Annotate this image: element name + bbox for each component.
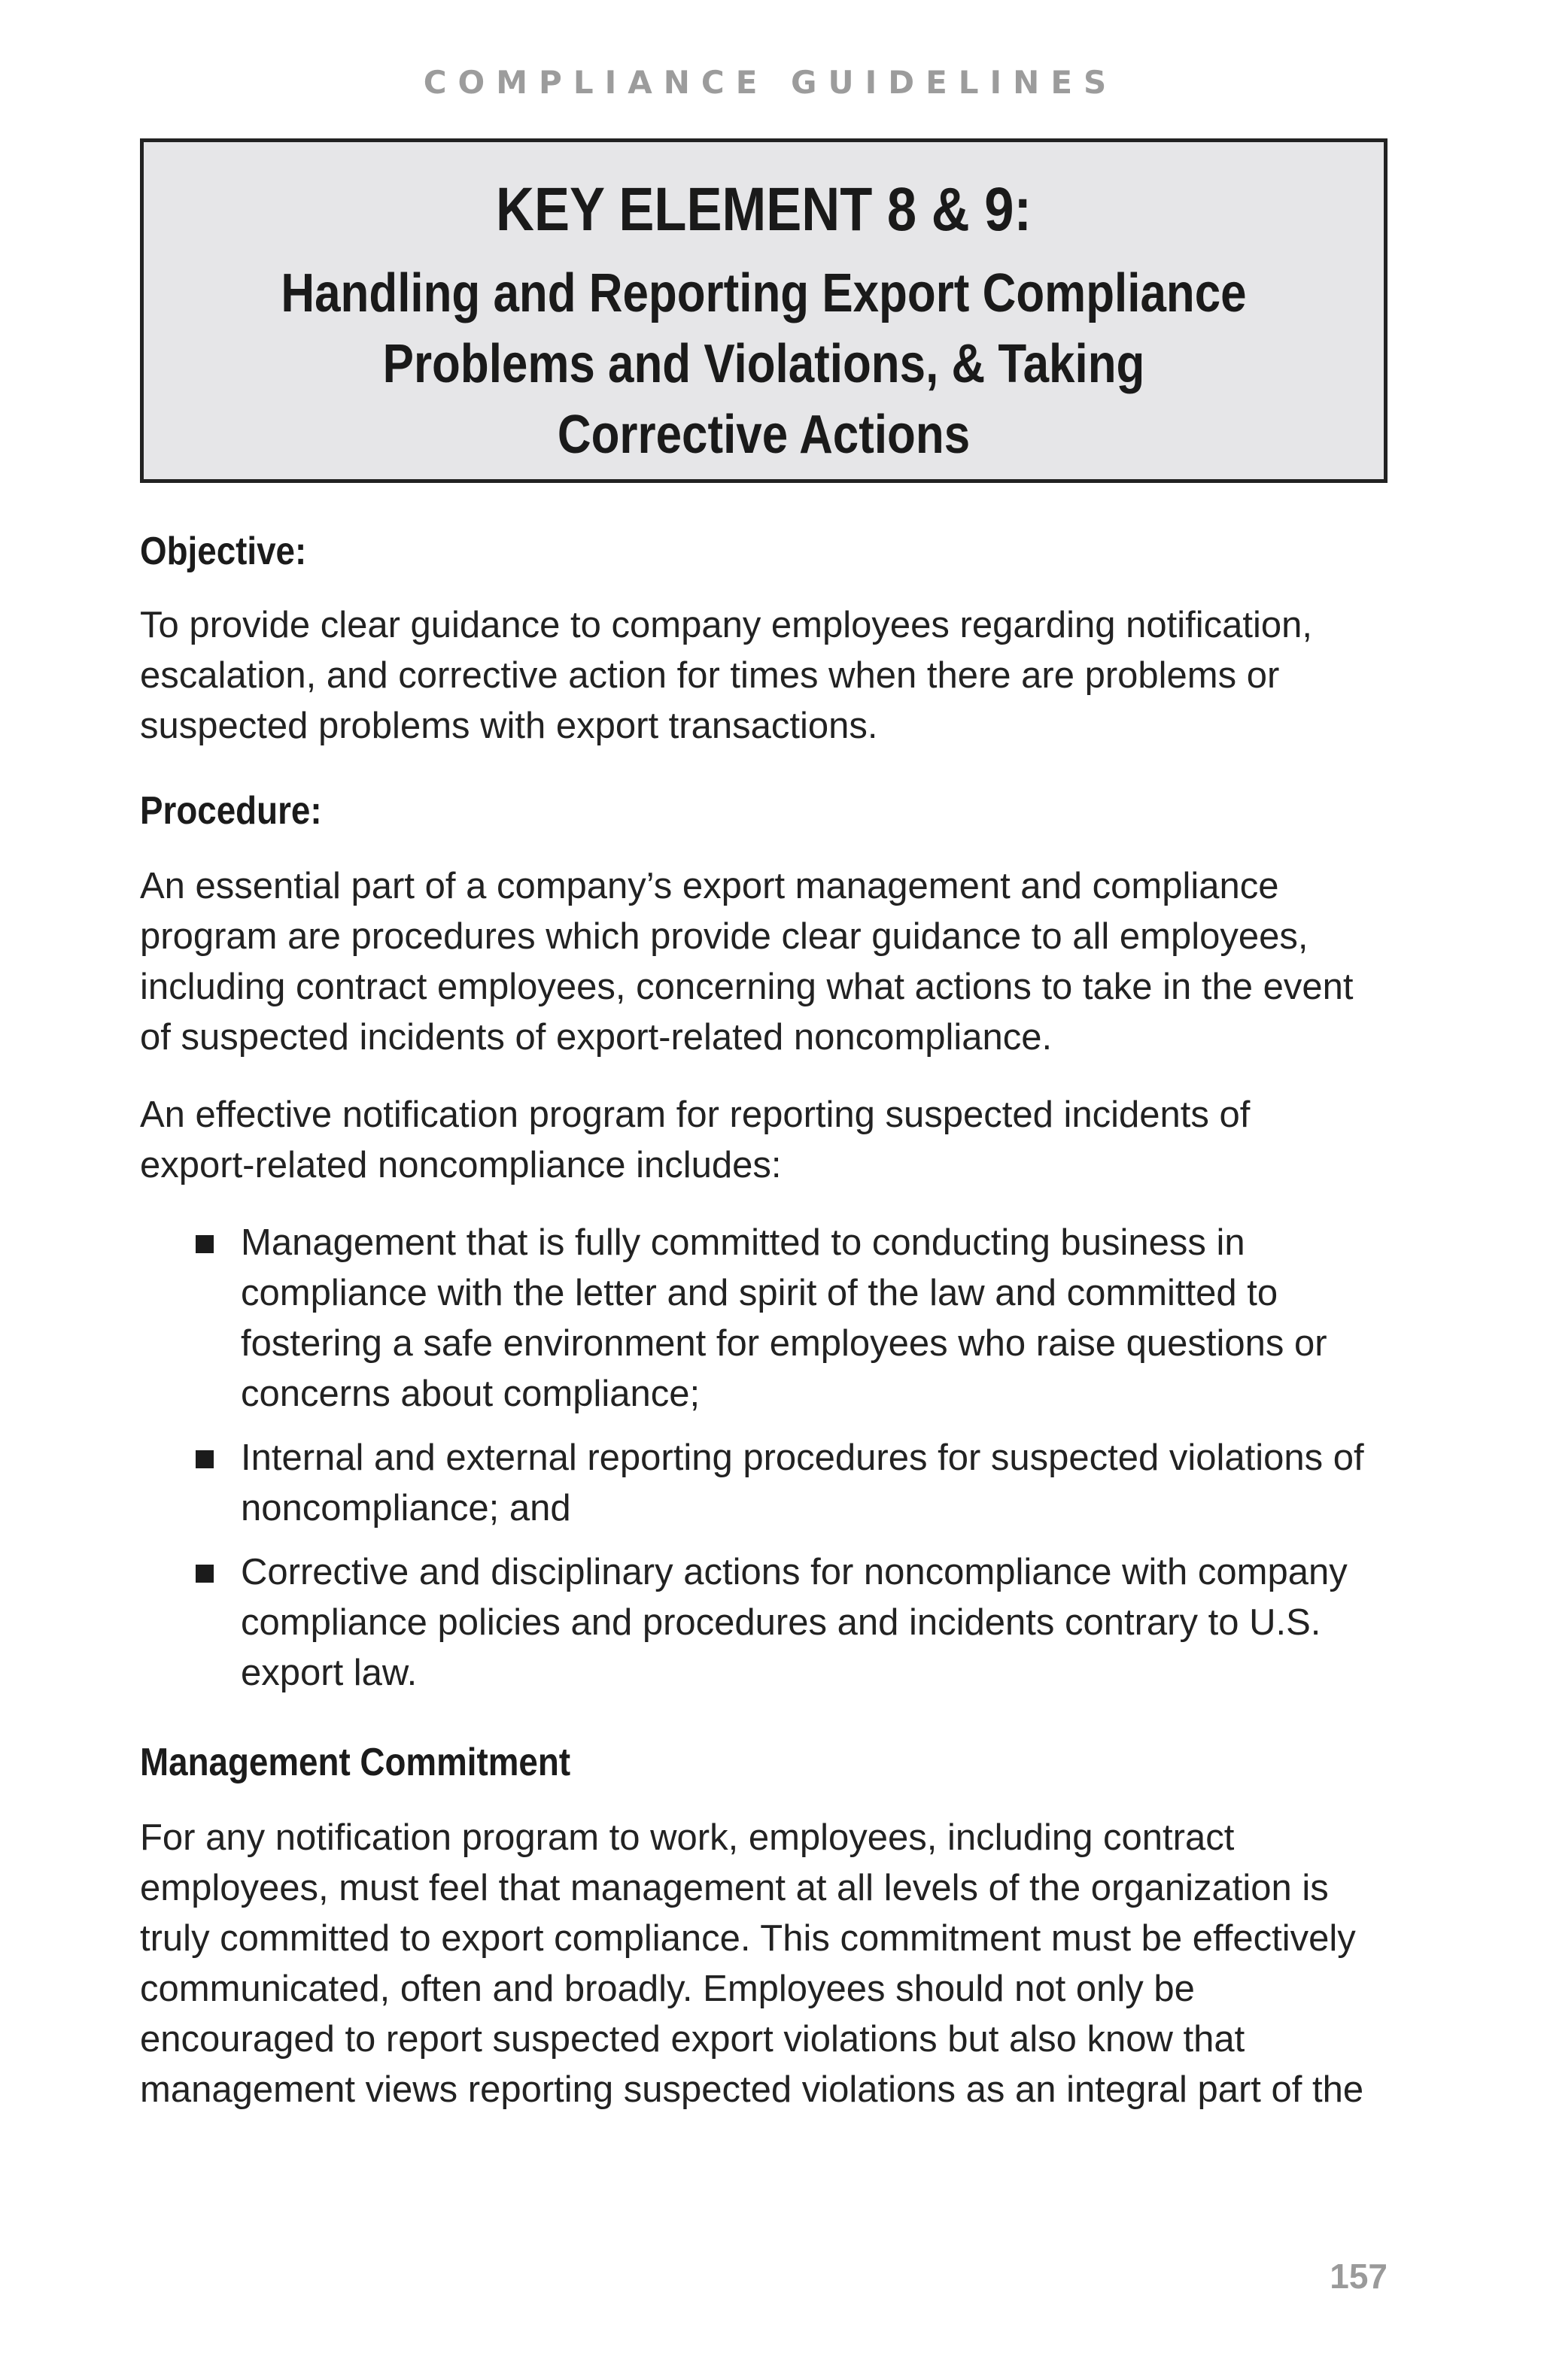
title-subtitle: [230, 258, 1296, 470]
objective-heading: Objective:: [140, 530, 307, 573]
subtitle-line: Handling and Reporting Export Compliance: [281, 263, 1247, 323]
square-bullet-icon: [196, 1565, 214, 1583]
list-item-text: Management that is fully committed to conducting business in compliance with the letter and spirit of the law and committed to fostering a safe environment for employees who raise questions or concerns about compliance;: [241, 1222, 1327, 1414]
running-head: COMPLIANCE GUIDELINES: [423, 64, 1118, 101]
procedure-heading: Procedure:: [140, 789, 322, 833]
square-bullet-icon: [196, 1235, 214, 1253]
page-content: [140, 527, 1389, 2115]
square-bullet-icon: [196, 1450, 214, 1468]
list-item-text: Internal and external reporting procedures for suspected violations of noncompliance; and: [241, 1437, 1364, 1528]
procedure-bullet-list: [140, 1218, 1389, 1698]
list-item: [241, 1433, 1369, 1534]
subtitle-line: Problems and Violations, & Taking: [382, 334, 1145, 394]
objective-text: To provide clear guidance to company employees regarding notification, escalation, and corrective action for times when there are problems or suspected problems with export transactions.: [140, 605, 1313, 746]
key-element-title-box: [140, 138, 1388, 483]
subtitle-line: Corrective Actions: [557, 405, 971, 465]
management-commitment-text: For any notification program to work, employees, including contract employees, must feel that management at all levels of the organization is truly committed to export compliance. This commitment must be effectively communicated, often and broadly. Employees should not only be encouraged to report suspected export violations but also know that management views reporting suspected violations as an integral part of the: [140, 1817, 1364, 2110]
list-item-text: Corrective and disciplinary actions for noncompliance with company compliance policies and procedures and incidents contrary to U.S. export law.: [241, 1552, 1348, 1693]
list-item: [241, 1547, 1389, 1698]
procedure-paragraph: An effective notification program for reporting suspected incidents of export-related noncompliance includes:: [140, 1094, 1251, 1185]
management-commitment-heading: Management Commitment: [140, 1741, 571, 1784]
title-main: KEY ELEMENT 8 & 9:: [496, 175, 1032, 244]
list-item: [241, 1218, 1369, 1419]
page-number: 157: [1330, 2257, 1388, 2296]
procedure-paragraph: An essential part of a company’s export management and compliance program are procedures which provide clear guidance to all employees, including contract employees, concerning what actions to take in the event of suspected incidents of export-related noncompliance.: [140, 866, 1354, 1058]
